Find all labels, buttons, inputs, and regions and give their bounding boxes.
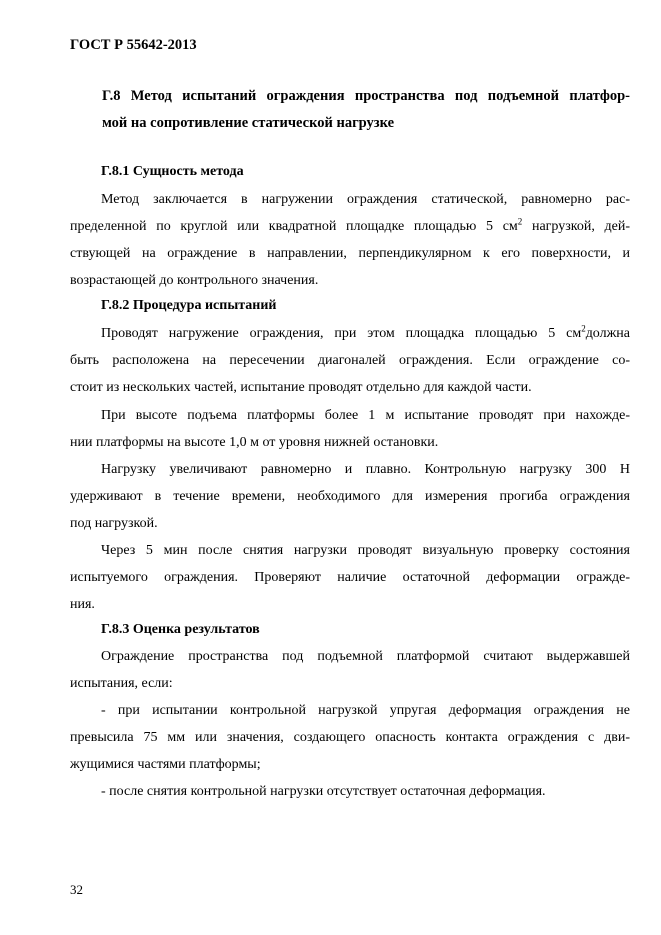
text-line	[70, 320, 630, 347]
text-line: - после снятия контрольной нагрузки отсутствует остаточная деформация.	[101, 784, 546, 799]
text-fragment: Проводят нагружение ограждения, при этом площадка площадью 5 см	[101, 326, 582, 341]
text-line: нии платформы на высоте 1,0 м от уровня нижней остановки.	[70, 435, 439, 450]
text-line: Через 5 мин после снятия нагрузки проводят визуальную проверку состояния	[101, 543, 630, 558]
text-line: жущимися частями платформы;	[70, 757, 261, 772]
text-line: - при испытании контрольной нагрузкой упругая деформация ограждения не	[101, 703, 630, 718]
paragraph-results-list-2	[70, 778, 630, 805]
paragraph-method-essence	[70, 186, 630, 294]
text-line: испытания, если:	[70, 676, 173, 691]
paragraph-procedure-4	[70, 537, 630, 618]
text-line: ствующей на ограждение в направлении, перпендикулярном к его поверхности, и	[70, 246, 630, 261]
text-line: Нагрузку увеличивают равномерно и плавно. Контрольную нагрузку 300 Н	[101, 462, 630, 477]
subsection-heading-1: Г.8.1 Сущность метода	[101, 164, 244, 179]
text-line: возрастающей до контрольного значения.	[70, 273, 319, 288]
text-line: превысила 75 мм или значения, создающего опасность контакта ограждения с дви-	[70, 730, 630, 745]
subsection-heading-3: Г.8.3 Оценка результатов	[101, 622, 260, 637]
text-line: удерживают в течение времени, необходимого для измерения прогиба ограждения	[70, 489, 630, 504]
paragraph-results-list-1	[70, 697, 630, 778]
paragraph-results-1	[70, 643, 630, 697]
subsection-heading-2: Г.8.2 Процедура испытаний	[101, 298, 277, 313]
text-line: При высоте подъема платформы более 1 м испытание проводят при нахожде-	[101, 408, 630, 423]
text-line: испытуемого ограждения. Проверяют наличие остаточной деформации огражде-	[70, 570, 630, 585]
text-line: ния.	[70, 597, 95, 612]
page-number: 32	[70, 882, 83, 897]
text-fragment: пределенной по круглой или квадратной площадке площадью 5 см	[70, 219, 518, 234]
section-title-line-2: мой на сопротивление статической нагрузке	[102, 115, 395, 131]
text-line: Ограждение пространства под подъемной платформой считают выдержавшей	[101, 649, 630, 664]
superscript: 2	[517, 216, 523, 227]
paragraph-procedure-3	[70, 456, 630, 537]
section-title	[70, 83, 630, 137]
superscript: 2	[581, 323, 586, 334]
text-line: Метод заключается в нагружении ограждения статической, равномерно рас-	[101, 192, 630, 207]
document-header: ГОСТ Р 55642-2013	[70, 37, 197, 53]
text-line: под нагрузкой.	[70, 516, 158, 531]
paragraph-procedure-2	[70, 402, 630, 456]
text-fragment: должна	[585, 326, 630, 341]
text-line: стоит из нескольких частей, испытание проводят отдельно для каждой части.	[70, 380, 532, 395]
text-fragment: нагрузкой, дей-	[522, 219, 631, 234]
text-line: быть расположена на пересечении диагоналей ограждения. Если ограждение со-	[70, 353, 630, 368]
paragraph-procedure-1	[70, 320, 630, 401]
text-line	[70, 213, 630, 240]
section-title-line-1: Г.8 Метод испытаний ограждения пространства под подъемной платфор-	[102, 88, 630, 104]
